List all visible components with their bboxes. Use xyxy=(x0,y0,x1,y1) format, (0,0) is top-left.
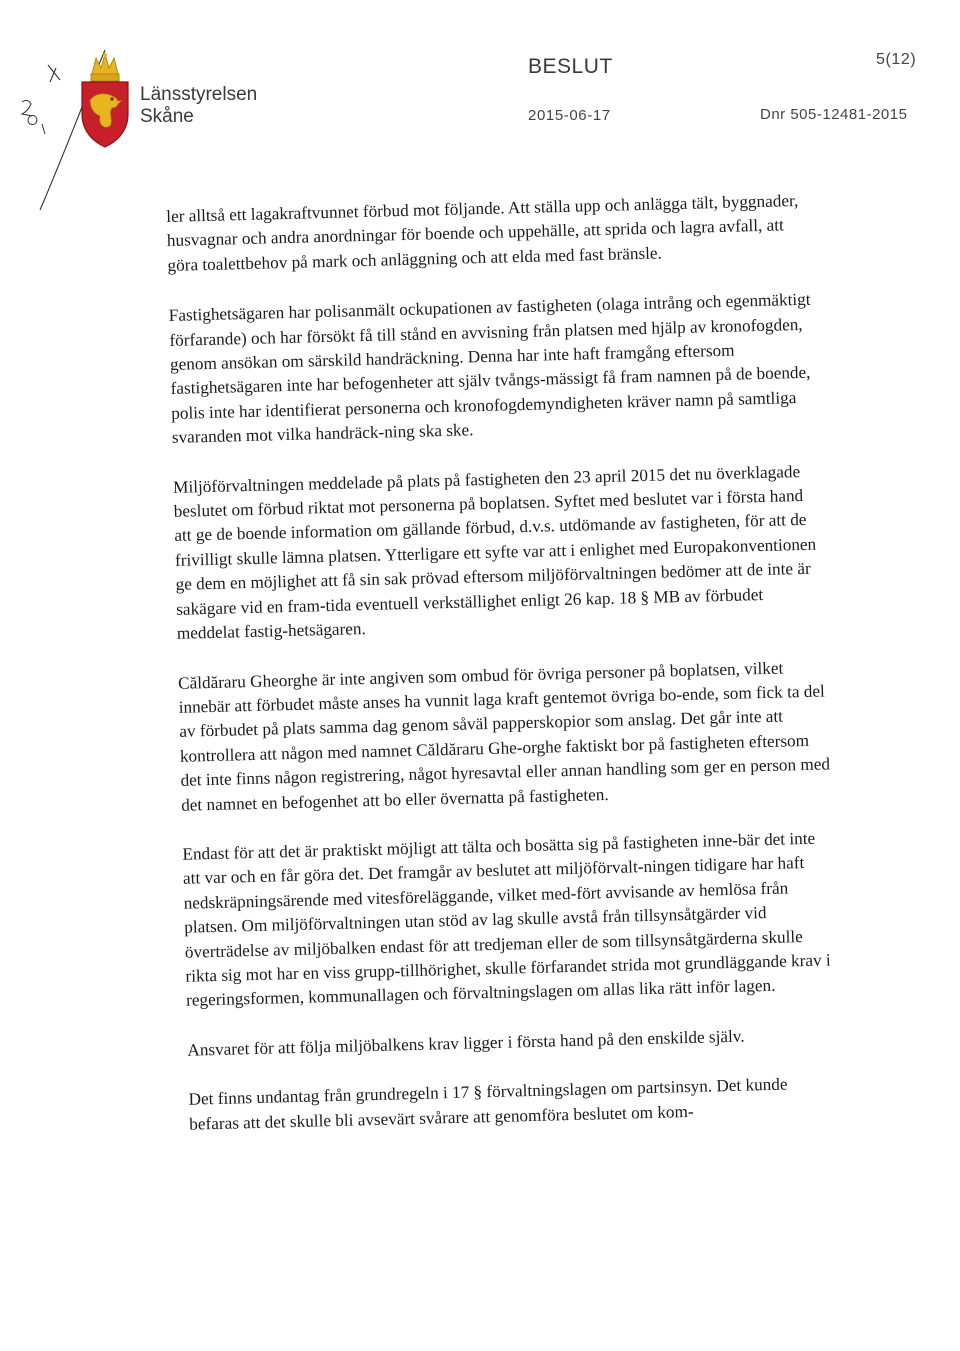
page-number: 5(12) xyxy=(876,51,917,68)
document-type: BESLUT xyxy=(528,55,613,78)
organization-name xyxy=(140,84,257,128)
document-header xyxy=(0,0,960,150)
organization-name-line1: Länsstyrelsen xyxy=(140,84,258,105)
body-paragraph-3: Miljöförvaltningen meddelade på plats på fastigheten den 23 april 2015 det nu överklagade beslutet om förbud riktat mot personerna på boplatsen. Syftet med beslutet var i första hand att ge de boende information om gällande förbud, d.v.s. utdömande av fastigheten, för att de frivilligt skulle lämna platsen. Ytterligare ett syfte var att i enlighet med Europakonventionen ge dem en möjlighet att få sin sak prövad eftersom miljöförvaltningen bedömer att de inte är sakägare vid en fram-tida eventuell verkställighet enligt 26 kap. 18 § MB av förbudet meddelat fastig-hetsägaren. xyxy=(172,461,817,643)
document-body xyxy=(166,189,840,1162)
body-paragraph-5: Endast för att det är praktiskt möjligt att tälta och bosätta sig på fastigheten inne-bär det inte att var och en får göra det. Det framgår av beslutet att miljöförvalt-ningen tidigare har haft nedskräpningsärende med vitesföreläggande, vilket med-fört avvisande av hemlösa från platsen. Om miljöförvaltningen utan stöd av lag skulle avstå från tillsynsåtgärder vid överträdelse av miljöbalken endast för att tredjeman eller de som tillsynsåtgärderna skulle rikta sig mot har en viss grupp-tillhörighet, skulle förfarandet strida mot grundläggande krav i regeringsformen, kommunallagen och förvaltningslagen om allas lika rätt inför lagen. xyxy=(182,828,831,1011)
registration-number: Dnr 505-12481-2015 xyxy=(760,106,908,123)
body-paragraph-2: Fastighetsägaren har polisanmält ockupationen av fastigheten (olaga intrång och egenmäktigt förfarande) och har försökt få till stånd en avvisning från platsen med hjälp av kronofogden, genom ansökan om särskild handräckning. Denna har inte haft framgång eftersom fastighetsägaren inte har befogenheter att själv tvångs-mässigt få fram namnen på de boende, polis inte har identifierat personerna och kronofogdemyndigheten kräver namn på samtliga svaranden mot vilka handräck-ning ska ske. xyxy=(168,289,811,448)
body-paragraph-7: Det finns undantag från grundregeln i 17 § förvaltningslagen om partsinsyn. Det kunde befaras att det skulle bli avsevärt svårare att genomföra beslutet om kom- xyxy=(188,1074,788,1134)
document-date: 2015-06-17 xyxy=(528,107,611,124)
body-paragraph-6: Ansvaret för att följa miljöbalkens krav ligger i första hand på den enskilde själv. xyxy=(187,1026,745,1060)
skane-coat-of-arms-logo xyxy=(78,52,132,148)
body-paragraph-1: ler alltså ett lagakraftvunnet förbud mot följande. Att ställa upp och anlägga tält, byggnader, husvagnar och andra anordningar för boende och uppehälle, att sprida och lagra avfall, att göra toalettbehov på mark och anläggning och att elda med fast bränsle. xyxy=(166,191,799,275)
organization-name-line2: Skåne xyxy=(140,106,194,127)
body-paragraph-4: Căldăraru Gheorghe är inte angiven som ombud för övriga personer på boplatsen, vilket innebär att förbudet måste anses ha vunnit laga kraft gentemot övriga bo-ende, som fick ta del av förbudet på plats samma dag genom såväl papperskopior som anslag. Det går inte att kontrollera att någon med namnet Căldăraru Ghe-orghe faktiskt bor på fastigheten eftersom det inte finns någon registrering, något hyresavtal eller annan handling som ger en person med det namnet en befogenhet att bo eller övernatta på fastigheten. xyxy=(177,658,831,815)
